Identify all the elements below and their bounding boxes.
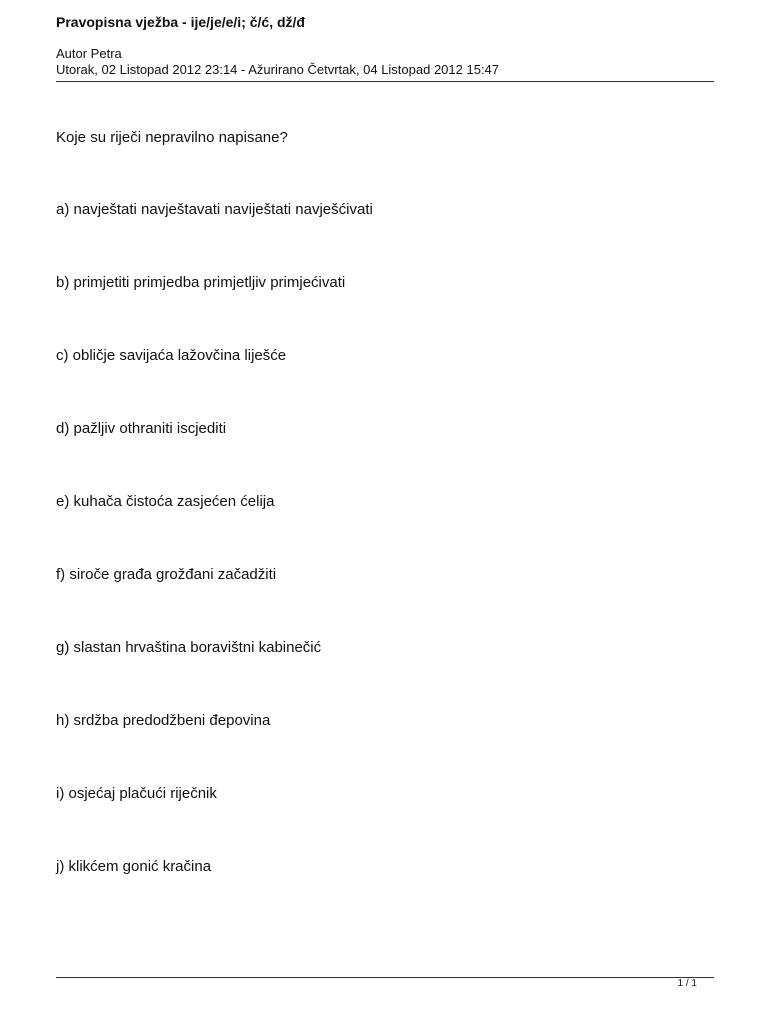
header-divider (56, 81, 714, 82)
document-header (56, 12, 714, 78)
page-number: 1 / 1 (677, 978, 697, 989)
answer-h: h) srdžba predodžbeni đepovina (56, 712, 271, 729)
answer-j: j) klikćem gonić kračina (56, 858, 212, 875)
question-text: Koje su riječi nepravilno napisane? (56, 129, 288, 146)
answer-g: g) slastan hrvaština boravištni kabinečić (56, 639, 322, 656)
answer-list (56, 200, 373, 930)
answer-a: a) navještati navještavati naviještati navješćivati (56, 201, 373, 218)
answer-d: d) pažljiv othraniti iscjediti (56, 420, 227, 437)
footer-divider (56, 977, 714, 978)
answer-c: c) obličje savijaća lažovčina liješće (56, 347, 287, 364)
answer-e: e) kuhača čistoća zasjećen ćelija (56, 493, 275, 510)
document-title: Pravopisna vježba - ije/je/e/i; č/ć, dž/đ (56, 14, 305, 30)
document-meta (56, 46, 714, 78)
answer-i: i) osjećaj plačući riječnik (56, 785, 217, 802)
answer-f: f) siroče građa grožđani začadžiti (56, 566, 277, 583)
author-line: Autor Petra (56, 46, 122, 61)
answer-b: b) primjetiti primjedba primjetljiv primjećivati (56, 274, 346, 291)
dates-line: Utorak, 02 Listopad 2012 23:14 - Ažurirano Četvrtak, 04 Listopad 2012 15:47 (56, 62, 500, 77)
